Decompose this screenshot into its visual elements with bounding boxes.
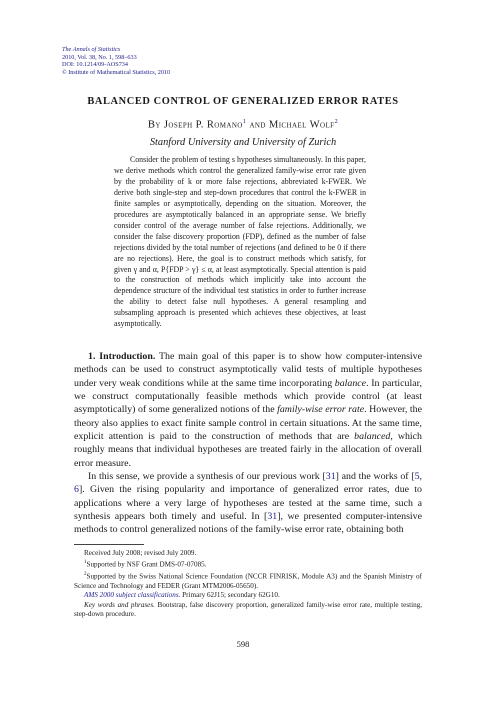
text-run: , xyxy=(419,471,422,483)
footnote-2 xyxy=(74,570,422,591)
paper-title: BALANCED CONTROL OF GENERALIZED ERROR RATES xyxy=(87,96,399,107)
keywords-text: Bootstrap, false discovery proportion, generalized family-wise error rate, multiple testing, step-down procedure. xyxy=(74,600,422,619)
citation-31[interactable]: 31 xyxy=(325,471,336,483)
author-and: and xyxy=(246,119,269,131)
author-wolf-footnote-mark[interactable]: 2 xyxy=(334,118,339,125)
author-line xyxy=(0,118,486,131)
author-romano: Joseph P. Romano xyxy=(163,119,243,131)
citation-31b[interactable]: 31 xyxy=(267,511,278,523)
footnote-1-text: Supported by NSF Grant DMS-07-07085. xyxy=(86,560,207,569)
footnote-2-text: Supported by the Swiss National Science Foundation (NCCR FINRISK, Module A3) and the Spanish Ministry of Science and Technology and FEDER (Grant MTM2006-05650). xyxy=(74,572,422,590)
abstract xyxy=(114,155,366,330)
text-run: ], we presented computer-intensive methods to control generalized notions of the family-wise error rate, obtaining both xyxy=(74,511,422,536)
affiliation: Stanford University and University of Zurich xyxy=(149,137,337,148)
journal-volume: 2010, Vol. 38, No. 1, 598–633 xyxy=(62,53,137,61)
by-label: B xyxy=(147,119,156,131)
author-romano-footnote-mark[interactable]: 1 xyxy=(242,118,247,125)
emphasis-balanced: balanced xyxy=(354,431,391,443)
footnotes xyxy=(74,549,422,620)
text-run: ]. Given the rising popularity and importance of generalized error rates, due to applications where a very large of hypotheses are tested at the same time, such a synthesis appears both timely and useful. In [ xyxy=(74,484,422,523)
received-note: Received July 2008; revised July 2009. xyxy=(84,549,197,557)
citation-5[interactable]: 5 xyxy=(414,471,420,483)
journal-doi[interactable]: DOI: 10.1214/09-AOS734 xyxy=(62,61,128,69)
abstract-text: Consider the problem of testing s hypotheses simultaneously. In this paper, we derive methods which control the generalized family-wise error rate given by the probability of k or more false rejections, abbreviated k-FWER. We derive both single-step and step-down procedures that control the k-FWER in finite samples or asymptotically, depending on the situation. Moreover, the procedures are asymptotically balanced in an appropriate sense. We briefly consider control of the average number of false rejections. Additionally, we consider the false discovery proportion (FDP), defined as the number of false rejections divided by the total number of rejections (and defined to be 0 if there are no rejections). Here, the goal is to construct methods which satisfy, for given γ and α, P{FDP > γ} ≤ α, at least asymptotically. Special attention is paid to the construction of methods which implicitly take into account the dependence structure of the individual test statistics in order to further increase the ability to detect false null hypotheses. A general resampling and subsampling approach is presented which achieves these objectives, at least asymptotically. xyxy=(114,155,366,329)
msc-classification xyxy=(74,591,422,600)
section-heading: 1. Introduction. xyxy=(88,351,156,362)
text-run: ] and the works of [ xyxy=(335,471,415,483)
citation-6[interactable]: 6 xyxy=(74,484,79,496)
page-number: 598 xyxy=(236,639,250,649)
footnote-2-mark: 2 xyxy=(84,572,87,578)
footnote-1 xyxy=(74,558,422,570)
text-run: In this sense, we provide a synthesis of our previous work [ xyxy=(88,471,326,483)
text-run: The main goal of this paper is to show how computer-intensive methods can be used to construct asymptotically valid tests of multiple hypotheses under very weak conditions while at the same time incorporating xyxy=(74,351,422,389)
intro-paragraph-1 xyxy=(74,350,422,470)
footnote-divider xyxy=(74,544,144,545)
author-wolf: Michael Wolf xyxy=(268,119,335,131)
by-label-rest: y xyxy=(155,119,164,131)
text-run: . However, the theory also applies to exact finite sample control in certain situations. At the same time, explicit attention is paid to the construction of methods that are xyxy=(74,404,422,443)
emphasis-balance: balance xyxy=(334,377,367,389)
keywords xyxy=(74,601,422,620)
text-run: . In particular, we construct computationally feasible methods which provide control (at least asymptotically) of some generalized notions of the xyxy=(74,377,422,416)
body-text xyxy=(74,350,422,537)
emphasis-fwer: family-wise error rate xyxy=(277,404,365,416)
msc-label[interactable]: AMS 2000 subject classifications. xyxy=(84,591,181,600)
footnote-1-mark: 1 xyxy=(84,560,87,566)
journal-copyright: © Institute of Mathematical Statistics, 2010 xyxy=(62,68,171,76)
journal-name[interactable]: The Annals of Statistics xyxy=(62,46,121,53)
keywords-label: Key words and phrases. xyxy=(84,600,155,609)
msc-text: Primary 62J15; secondary 62G10. xyxy=(180,591,280,600)
intro-paragraph-2 xyxy=(74,470,422,537)
text-run: , which roughly means that individual hypotheses are treated fairly in the allocation of overall error measure. xyxy=(74,431,422,469)
journal-header xyxy=(62,46,322,76)
